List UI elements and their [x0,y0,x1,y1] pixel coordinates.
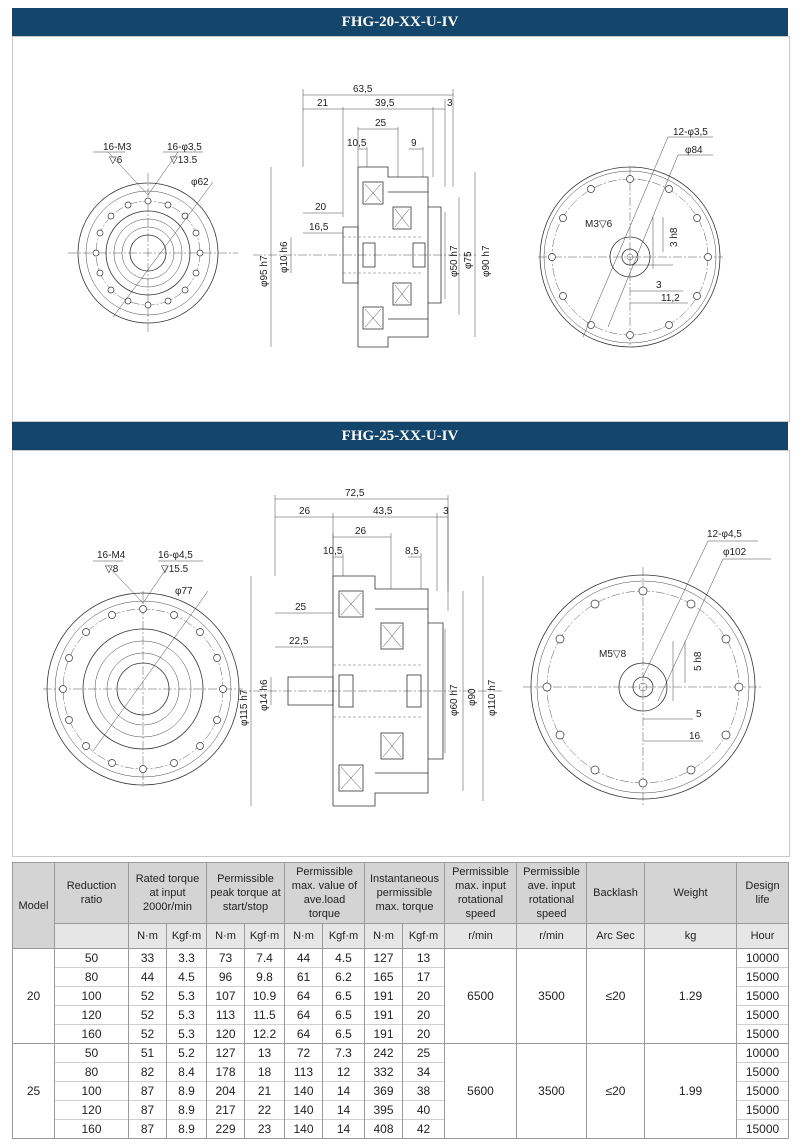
tap-label: M5▽8 [599,649,627,660]
table-cell: ≤20 [587,949,645,1044]
pcd-label: φ84 [685,145,703,156]
dim-11-2: 11,2 [661,293,680,304]
table-cell: 14 [323,1120,365,1139]
table-cell: 5600 [445,1044,517,1139]
holes-label: 16-φ4,5 [158,550,193,561]
table-cell: 25 [13,1044,55,1139]
col-max-speed: Permissible max. input rotational speed [445,863,517,924]
table-cell: 9.8 [245,968,285,987]
dim-25: 25 [375,118,387,129]
table-cell: 96 [207,968,245,987]
table-cell: 120 [55,1101,129,1120]
table-cell: 20 [403,1006,445,1025]
drawing-panel-fhg20 [12,36,790,422]
table-cell: 217 [207,1101,245,1120]
unit-rmin: r/min [517,924,587,949]
dim-20: 20 [315,202,327,213]
table-cell: 25 [403,1044,445,1063]
dim-26b: 26 [355,526,367,537]
table-cell: 165 [365,968,403,987]
tap-label: 16-M4 [97,550,126,561]
table-cell: 191 [365,1006,403,1025]
dim-5: 5 [696,709,702,720]
dim-dia-10: φ10 h6 [279,241,290,273]
table-cell: 160 [55,1025,129,1044]
dim-9: 9 [411,138,417,149]
dim-16: 16 [689,731,701,742]
table-cell: 22 [245,1101,285,1120]
table-cell: 6.5 [323,1025,365,1044]
drawing-panel-fhg25 [12,450,790,857]
table-cell: 33 [129,949,167,968]
unit-kgf: Kgf·m [403,924,445,949]
table-cell: 15000 [737,1063,789,1082]
table-cell: 8.4 [167,1063,207,1082]
table-cell: 3500 [517,1044,587,1139]
dim-dia-90: φ90 h7 [481,245,492,277]
section-view [253,84,492,347]
table-cell: 7.4 [245,949,285,968]
table-cell: 51 [129,1044,167,1063]
table-cell: 44 [129,968,167,987]
table-cell: 87 [129,1101,167,1120]
front-view-input [523,529,771,807]
dim-3: 3 [656,280,662,291]
dim-8-5: 8,5 [405,546,419,557]
table-cell: 34 [403,1063,445,1082]
table-cell: 127 [365,949,403,968]
table-cell: 395 [365,1101,403,1120]
table-header-row [13,863,789,924]
table-cell: 52 [129,987,167,1006]
holes-label: 12-φ4,5 [707,529,742,540]
table-row [13,949,789,968]
table-cell: 6.5 [323,1006,365,1025]
table-cell: 14 [323,1082,365,1101]
table-cell: 87 [129,1120,167,1139]
dim-43-5: 43,5 [373,506,393,517]
spec-table [12,862,789,1139]
tap-label: M3▽6 [585,219,613,230]
section-title-fhg20: FHG-20-XX-U-IV [12,8,788,36]
col-rated: Rated torque at input 2000r/min [129,863,207,924]
table-cell: 8.9 [167,1120,207,1139]
col-weight: Weight [645,863,737,924]
col-avg: Permissible max. value of ave.load torque [285,863,365,924]
col-backlash: Backlash [587,863,645,924]
table-cell: 44 [285,949,323,968]
section-view [238,488,503,806]
table-cell: 369 [365,1082,403,1101]
table-cell: 1.29 [645,949,737,1044]
key-label: 3 h8 [669,227,680,247]
drawing-fhg20 [13,37,789,421]
table-cell: 5.3 [167,1025,207,1044]
table-cell: 120 [207,1025,245,1044]
dim-dia-60: φ60 h7 [449,684,460,716]
table-unit-row [13,924,789,949]
table-cell: 50 [55,949,129,968]
dim-10-5: 10,5 [347,138,367,149]
dim-3: 3 [447,98,453,109]
table-cell: 229 [207,1120,245,1139]
table-cell: 408 [365,1120,403,1139]
dim-3: 3 [443,506,449,517]
dim-10-5: 10,5 [323,546,343,557]
dim-dia-115: φ115 h7 [239,689,250,726]
unit-nm: N·m [129,924,167,949]
dim-22-5: 22,5 [289,636,309,647]
pcd-label: φ102 [723,547,747,558]
table-cell: 15000 [737,1025,789,1044]
dim-dia-50: φ50 h7 [449,245,460,277]
table-cell: 191 [365,987,403,1006]
pcd-label: φ77 [175,586,193,597]
table-cell: 4.5 [323,949,365,968]
table-cell: 15000 [737,1120,789,1139]
table-cell: 160 [55,1120,129,1139]
tap-label: 16-M3 [103,142,132,153]
table-cell: 100 [55,987,129,1006]
col-ratio: Reduction ratio [55,863,129,924]
unit-hour: Hour [737,924,789,949]
table-cell: 15000 [737,1006,789,1025]
table-cell: 72 [285,1044,323,1063]
table-row [13,1044,789,1063]
dim-dia-95: φ95 h7 [259,255,270,287]
table-cell: 21 [245,1082,285,1101]
holes-depth-label: ▽15.5 [161,564,189,575]
table-cell: 113 [207,1006,245,1025]
dim-dia-90: φ90 [467,688,478,706]
dim-25: 25 [295,602,307,613]
table-cell: 11.5 [245,1006,285,1025]
table-cell: 23 [245,1120,285,1139]
dim-26: 26 [299,506,311,517]
holes-label: 12-φ3,5 [673,127,708,138]
front-view-output [43,550,243,787]
table-cell: ≤20 [587,1044,645,1139]
table-cell: 18 [245,1063,285,1082]
dim-16-5: 16,5 [309,222,329,233]
dim-dia-110: φ110 h7 [487,679,498,716]
table-cell: 178 [207,1063,245,1082]
table-cell: 40 [403,1101,445,1120]
table-cell: 15000 [737,1101,789,1120]
tap-depth-label: ▽8 [105,564,119,575]
table-cell: 82 [129,1063,167,1082]
section-title-fhg25: FHG-25-XX-U-IV [12,422,788,450]
table-cell: 61 [285,968,323,987]
table-cell: 100 [55,1082,129,1101]
table-cell: 52 [129,1025,167,1044]
table-cell: 15000 [737,968,789,987]
table-cell: 6500 [445,949,517,1044]
col-model: Model [13,863,55,949]
table-cell: 52 [129,1006,167,1025]
table-cell: 6.5 [323,987,365,1006]
table-cell: 127 [207,1044,245,1063]
unit-nm: N·m [207,924,245,949]
table-cell: 1.99 [645,1044,737,1139]
table-cell: 10000 [737,949,789,968]
unit-nm: N·m [365,924,403,949]
unit-ratio [55,924,129,949]
col-inst: Instantaneous permissible max. torque [365,863,445,924]
table-cell: 20 [403,987,445,1006]
table-cell: 64 [285,987,323,1006]
table-cell: 80 [55,1063,129,1082]
drawing-fhg25 [13,451,789,856]
table-cell: 204 [207,1082,245,1101]
unit-arcsec: Arc Sec [587,924,645,949]
table-cell: 191 [365,1025,403,1044]
key-label: 5 h8 [693,651,704,671]
table-cell: 64 [285,1006,323,1025]
table-cell: 50 [55,1044,129,1063]
front-view-output [68,142,238,333]
table-cell: 15000 [737,987,789,1006]
table-cell: 10000 [737,1044,789,1063]
table-cell: 10.9 [245,987,285,1006]
table-cell: 12.2 [245,1025,285,1044]
unit-kgf: Kgf·m [167,924,207,949]
table-cell: 140 [285,1120,323,1139]
table-cell: 5.2 [167,1044,207,1063]
holes-label: 16-φ3,5 [167,142,202,153]
table-cell: 6.2 [323,968,365,987]
tap-depth-label: ▽6 [109,155,123,166]
table-cell: 42 [403,1120,445,1139]
table-cell: 8.9 [167,1101,207,1120]
dim-total: 72,5 [345,488,365,499]
table-cell: 80 [55,968,129,987]
table-cell: 140 [285,1101,323,1120]
pcd-label: φ62 [191,177,209,188]
table-cell: 8.9 [167,1082,207,1101]
table-cell: 73 [207,949,245,968]
table-cell: 4.5 [167,968,207,987]
table-cell: 64 [285,1025,323,1044]
table-cell: 120 [55,1006,129,1025]
dim-21: 21 [317,98,329,109]
dim-39-5: 39,5 [375,98,395,109]
col-life: Design life [737,863,789,924]
table-cell: 5.3 [167,1006,207,1025]
unit-nm: N·m [285,924,323,949]
table-cell: 140 [285,1082,323,1101]
dim-dia-14: φ14 h6 [259,679,270,711]
table-cell: 242 [365,1044,403,1063]
table-cell: 332 [365,1063,403,1082]
table-cell: 15000 [737,1082,789,1101]
table-cell: 113 [285,1063,323,1082]
unit-kgf: Kgf·m [323,924,365,949]
table-cell: 14 [323,1101,365,1120]
table-cell: 13 [403,949,445,968]
unit-rmin: r/min [445,924,517,949]
table-cell: 17 [403,968,445,987]
table-cell: 3500 [517,949,587,1044]
dim-dia-75: φ75 [463,251,474,269]
col-ave-speed: Permissible ave. input rotational speed [517,863,587,924]
table-cell: 5.3 [167,987,207,1006]
table-cell: 12 [323,1063,365,1082]
front-view-input [538,127,723,347]
table-cell: 7.3 [323,1044,365,1063]
table-body [13,949,789,1139]
col-peak: Permissible peak torque at start/stop [207,863,285,924]
table-cell: 20 [403,1025,445,1044]
holes-depth-label: ▽13.5 [170,155,198,166]
table-cell: 13 [245,1044,285,1063]
table-cell: 38 [403,1082,445,1101]
table-cell: 107 [207,987,245,1006]
unit-kgf: Kgf·m [245,924,285,949]
table-cell: 3.3 [167,949,207,968]
dim-total: 63,5 [353,84,373,95]
unit-kg: kg [645,924,737,949]
table-cell: 87 [129,1082,167,1101]
table-cell: 20 [13,949,55,1044]
